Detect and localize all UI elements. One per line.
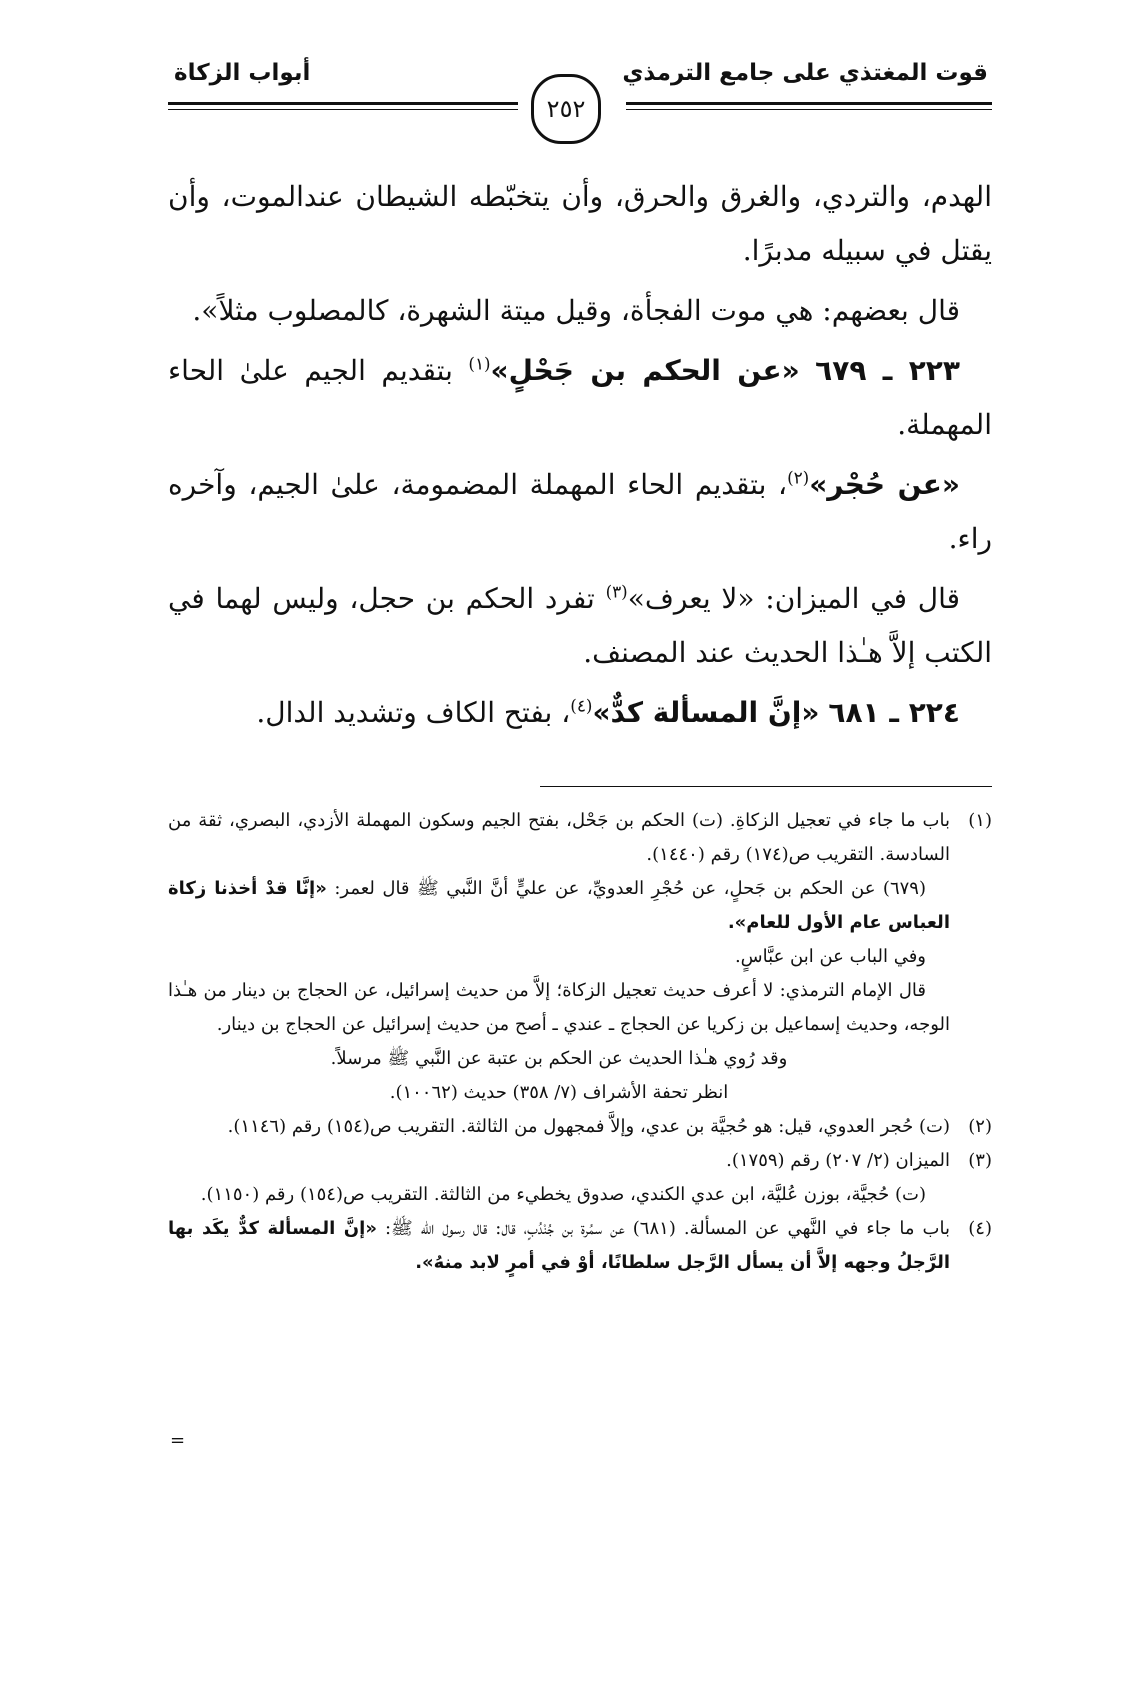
footnote-ref-1[interactable]: (١) <box>468 353 491 374</box>
footnote-number: (١) <box>968 810 992 831</box>
footnote-text: (ت) حُجيَّة، بوزن عُليَّة، ابن عدي الكندي، صدوق يخطيء من الثالثة. التقريب ص(١٥٤) رقم (١١٥٠). <box>200 1184 926 1205</box>
paragraph-5-text-a: قال في الميزان: «لا يعرف» <box>627 582 960 615</box>
footnote-ref-4[interactable]: (٤) <box>570 695 593 716</box>
footnote-text: (٦٧٩) عن الحكم بن جَحلٍ، عن حُجْرِ العدويِّ، عن عليٍّ أنَّ النَّبي ﷺ قال لعمر: <box>326 878 926 899</box>
hadith-number: ٢٢٤ ـ ٦٨١ <box>828 696 960 729</box>
book-title: قوت المغتذي على جامع الترمذي <box>622 60 988 86</box>
section-title: أبواب الزكاة <box>174 60 311 86</box>
footnote-text: قال الإمام الترمذي: لا أعرف حديث تعجيل الزكاة؛ إلاَّ من حديث إسرائيل، عن الحجاج بن دينار من هـٰذا الوجه، وحديث إسماعيل بن زكريا عن الحجاج ـ عندي ـ أصح من حديث إسرائيل عن الحجاج بن دينار. <box>168 980 950 1035</box>
paragraph-5 <box>168 572 992 680</box>
footnote-hadith-text: «إنَّ المسألة كدٌّ يكَد بها الرَّجلُ وجهه إلاَّ أن يسأل الرَّجل سلطانًا، أوْ في أمرٍ لابد منهُ». <box>168 1218 950 1273</box>
page-header <box>168 46 992 150</box>
footnote-2 <box>168 1110 992 1144</box>
footnote-1 <box>168 804 992 1110</box>
hadith-quote: «عن الحكم بن جَحْلٍ» <box>490 354 800 387</box>
footnote-text: باب ما جاء في النَّهي عن المسألة. (٦٨١) عن سمُرة بن جُنْدُبٍ، قال: قال رسول الله ﷺ: <box>376 1218 950 1239</box>
footnote-ref-3[interactable]: (٣) <box>605 581 628 602</box>
footnote-text: (ت) حُجر العدوي، قيل: هو حُجيَّة بن عدي، وإلاَّ فمجهول من الثالثة. التقريب ص(١٥٤) رقم (١١٤٦). <box>227 1116 950 1137</box>
footnote-4 <box>168 1212 992 1280</box>
footnote-text: باب ما جاء في تعجيل الزكاةِ. (ت) الحكم بن جَحْل، بفتح الجيم وسكون المهملة الأزدي، البصري، ثقة من السادسة. التقريب ص(١٧٤) رقم (١٤٤٠). <box>168 810 950 865</box>
paragraph-2: قال بعضهم: هي موت الفجأة، وقيل ميتة الشهرة، كالمصلوب مثلاً». <box>192 294 960 327</box>
header-rule-right <box>626 102 992 105</box>
footnote-separator <box>540 786 992 787</box>
footnote-text: انظر تحفة الأشراف (٧/ ٣٥٨) حديث (١٠٠٦٢). <box>389 1082 729 1103</box>
paragraph-3 <box>168 344 992 452</box>
footnote-hadith <box>168 1212 950 1280</box>
footnote-number: (٣) <box>968 1150 992 1171</box>
main-text <box>168 170 992 746</box>
paragraph-4 <box>168 458 992 566</box>
hadith-number: ٢٢٣ ـ ٦٧٩ <box>815 354 960 387</box>
footnote-number: (٤) <box>968 1218 992 1239</box>
footnote-text: وقد رُوي هـٰذا الحديث عن الحكم بن عتبة عن النَّبي ﷺ مرسلاً. <box>330 1048 788 1069</box>
footnotes <box>168 804 992 1280</box>
paragraph-3-text: بتقديم الجيم علىٰ الحاء المهملة. <box>168 354 992 441</box>
header-rule-left <box>168 102 518 105</box>
footnote-hadith <box>168 872 950 940</box>
footnote-number: (٢) <box>968 1116 992 1137</box>
paragraph-1: الهدم، والتردي، والغرق والحرق، وأن يتخبّطه الشيطان عندالموت، وأن يقتل في سبيله مدبرًا. <box>168 180 992 267</box>
footnote-hadith-text: «إنَّا قدْ أخذنا زكاة العباس عام الأول للعام». <box>168 878 950 933</box>
footnote-ref-2[interactable]: (٢) <box>787 467 810 488</box>
hadith-quote: «إنَّ المسألة كدٌّ» <box>592 696 820 729</box>
page-number: ٢٥٢ <box>531 74 601 144</box>
footnote-text: الميزان (٢/ ٢٠٧) رقم (١٧٥٩). <box>726 1150 950 1171</box>
paragraph-5-text-b: تفرد الحكم بن حجل، وليس لهما في الكتب إلاَّ هـٰذا الحديث عند المصنف. <box>168 582 992 669</box>
hadith-quote: «عن حُجْر» <box>809 468 960 501</box>
continuation-mark: = <box>170 1430 186 1451</box>
paragraph-6 <box>168 686 992 740</box>
paragraph-6-text: ، بفتح الكاف وتشديد الدال. <box>256 696 571 729</box>
footnote-3 <box>168 1144 992 1212</box>
paragraph-4-text: ، بتقديم الحاء المهملة المضمومة، علىٰ الجيم، وآخره راء. <box>168 468 992 555</box>
footnote-text: وفي الباب عن ابن عبَّاسٍ. <box>734 946 926 967</box>
